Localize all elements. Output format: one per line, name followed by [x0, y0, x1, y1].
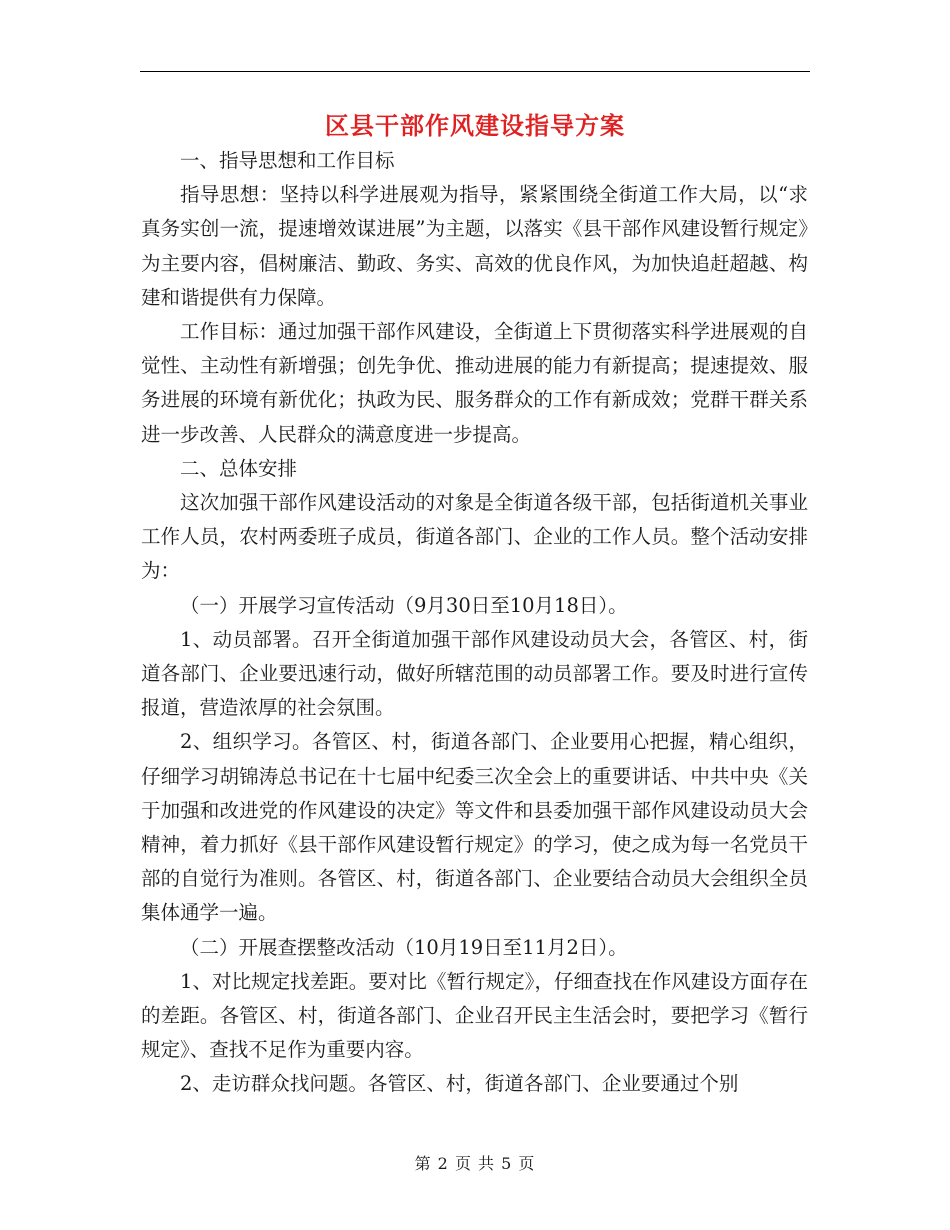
body-paragraph: 工作目标：通过加强干部作风建设，全街道上下贯彻落实科学进展观的自觉性、主动性有新增强；创先争优、推动进展的能力有新提高；提速提效、服务进展的环境有新优化；执政为民、服务群众的工作有新成效；党群干群关系进一步改善、人民群众的满意度进一步提高。: [141, 320, 808, 446]
header-rule: [140, 71, 810, 72]
subsection-heading: （二）开展查摆整改活动（10月19日至11月2日）。: [180, 935, 628, 959]
section-heading: 二、总体安排: [180, 456, 298, 480]
section-heading: 一、指导思想和工作目标: [180, 149, 395, 172]
page-indicator: 第 2 页 共 5 页: [414, 1154, 536, 1173]
subsection-heading: （一）开展学习宣传活动（9月30日至10月18日）。: [180, 593, 628, 617]
body-paragraph: 2、组织学习。各管区、村，街道各部门、企业要用心把握，精心组织，仔细学习胡锦涛总书记在十七届中纪委三次全会上的重要讲话、中共中央《关于加强和改进党的作风建设的决定》等文件和县委加强干部作风建设动员大会精神，着力抓好《县干部作风建设暂行规定》的学习，使之成为每一名党员干部的自觉行为准则。各管区、村，街道各部门、企业要结合动员大会组织全员集体通学一遍。: [141, 730, 808, 925]
body-paragraph: 指导思想：坚持以科学进展观为指导，紧紧围绕全街道工作大局，以“求真务实创一流，提速增效谋进展”为主题，以落实《县干部作风建设暂行规定》为主要内容，倡树廉洁、勤政、务实、高效的优良作风，为加快追赶超越、构建和谐提供有力保障。: [141, 183, 808, 309]
body-paragraph: 1、对比规定找差距。要对比《暂行规定》，仔细查找在作风建设方面存在的差距。各管区、村，街道各部门、企业召开民主生活会时，要把学习《暂行规定》、查找不足作为重要内容。: [141, 969, 808, 1062]
body-paragraph: 2、走访群众找问题。各管区、村，街道各部门、企业要通过个别: [180, 1072, 739, 1096]
body-paragraph: 1、动员部署。召开全街道加强干部作风建设动员大会，各管区、村，街道各部门、企业要迅速行动，做好所辖范围的动员部署工作。要及时进行宣传报道，营造浓厚的社会氛围。: [141, 627, 808, 720]
document-body: [141, 144, 808, 1102]
body-paragraph: 这次加强干部作风建设活动的对象是全街道各级干部，包括街道机关事业工作人员，农村两委班子成员，街道各部门、企业的工作人员。整个活动安排为：: [141, 491, 808, 583]
document-title: 区县干部作风建设指导方案: [325, 111, 625, 140]
